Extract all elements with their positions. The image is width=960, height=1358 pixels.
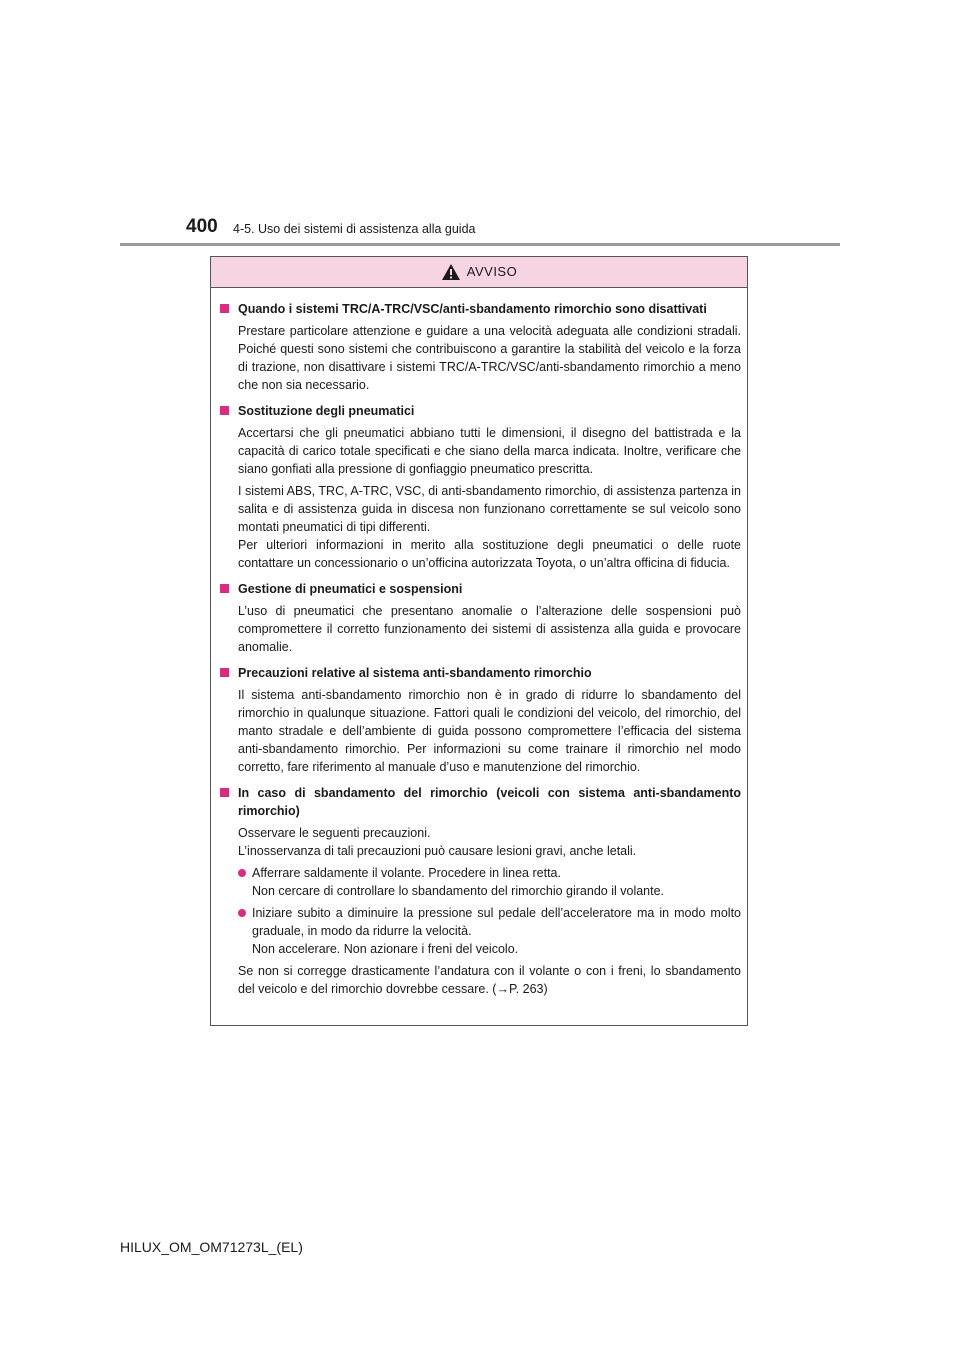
item-paragraph: L’uso di pneumatici che presentano anomalie o l’alterazione delle sospensioni può compromettere il corretto funzionamento dei sistemi di assistenza alla guida e provocare anomalie. bbox=[238, 604, 741, 654]
section-title: 4-5. Uso dei sistemi di assistenza alla guida bbox=[233, 222, 476, 236]
document-code: HILUX_OM_OM71273L_(EL) bbox=[120, 1239, 303, 1255]
square-bullet-icon bbox=[220, 584, 229, 593]
warning-item bbox=[220, 664, 741, 776]
item-title: Quando i sistemi TRC/A-TRC/VSC/anti-sbandamento rimorchio sono disattivati bbox=[238, 302, 707, 316]
sub-bullet-text: Afferrare saldamente il volante. Procedere in linea retta. Non cercare di controllare lo sbandamento del rimorchio girando il volante. bbox=[252, 866, 665, 898]
square-bullet-icon bbox=[220, 304, 229, 313]
item-title: Precauzioni relative al sistema anti-sbandamento rimorchio bbox=[238, 666, 592, 680]
item-title: Sostituzione degli pneumatici bbox=[238, 404, 415, 418]
item-paragraph: Accertarsi che gli pneumatici abbiano tutti le dimensioni, il disegno del battistrada e la capacità di carico totale specificati e che siano della marca indicata. Inoltre, verificare che siano gonfiati alla pressione di gonfiaggio pneumatico prescritta. bbox=[238, 426, 741, 476]
square-bullet-icon bbox=[220, 788, 229, 797]
warning-item bbox=[220, 580, 741, 656]
warning-header bbox=[211, 257, 747, 288]
item-paragraph: Il sistema anti-sbandamento rimorchio non è in grado di ridurre lo sbandamento del rimorchio in qualunque situazione. Fattori quali le condizioni del veicolo, del rimorchio, del manto stradale e dell’ambiente di guida possono compromettere l’efficacia del sistema anti-sbandamento rimorchio. Per informazioni su come trainare il rimorchio nel modo corretto, fare riferimento al manuale d’uso e manutenzione del rimorchio. bbox=[238, 688, 741, 774]
header-divider bbox=[120, 243, 840, 246]
page-number: 400 bbox=[186, 216, 218, 237]
item-intro: Osservare le seguenti precauzioni. L’inosservanza di tali precauzioni può causare lesioni gravi, anche letali. bbox=[238, 826, 637, 858]
warning-label: AVVISO bbox=[466, 264, 518, 279]
sub-bullet bbox=[238, 864, 741, 900]
warning-box bbox=[210, 256, 748, 1026]
circle-bullet-icon bbox=[238, 909, 246, 917]
warning-item bbox=[220, 300, 741, 394]
item-outro: Se non si corregge drasticamente l’andatura con il volante o con i freni, lo sbandamento del veicolo e del rimorchio dovrebbe cessare. (→P. 263) bbox=[238, 964, 741, 996]
square-bullet-icon bbox=[220, 406, 229, 415]
warning-item bbox=[220, 784, 741, 998]
warning-triangle-icon bbox=[441, 263, 461, 281]
sub-bullet bbox=[238, 904, 741, 958]
sub-bullet-text: Iniziare subito a diminuire la pressione sul pedale dell’acceleratore ma in modo molto graduale, in modo da ridurre la velocità. Non accelerare. Non azionare i freni del veicolo. bbox=[252, 906, 741, 956]
warning-body bbox=[211, 288, 747, 998]
item-title: In caso di sbandamento del rimorchio (veicoli con sistema anti-sbandamento rimorchio) bbox=[238, 786, 741, 818]
item-title: Gestione di pneumatici e sospensioni bbox=[238, 582, 463, 596]
item-paragraph: Prestare particolare attenzione e guidare a una velocità adeguata alle condizioni stradali. Poiché questi sono sistemi che contribuiscono a garantire la stabilità del veicolo e la forza di trazione, non disattivare i sistemi TRC/A-TRC/VSC/anti-sbandamento rimorchio a meno che non sia necessario. bbox=[238, 324, 741, 392]
warning-item bbox=[220, 402, 741, 572]
circle-bullet-icon bbox=[238, 869, 246, 877]
square-bullet-icon bbox=[220, 668, 229, 677]
item-paragraph: I sistemi ABS, TRC, A-TRC, VSC, di anti-sbandamento rimorchio, di assistenza partenza in salita e di assistenza guida in discesa non funzionano correttamente se sul veicolo sono montati pneumatici di tipi differenti. Per ulteriori informazioni in merito alla sostituzione degli pneumatici o delle ruote contattare un concessionario o un’officina autorizzata Toyota, o un’altra officina di fiducia. bbox=[238, 484, 741, 570]
